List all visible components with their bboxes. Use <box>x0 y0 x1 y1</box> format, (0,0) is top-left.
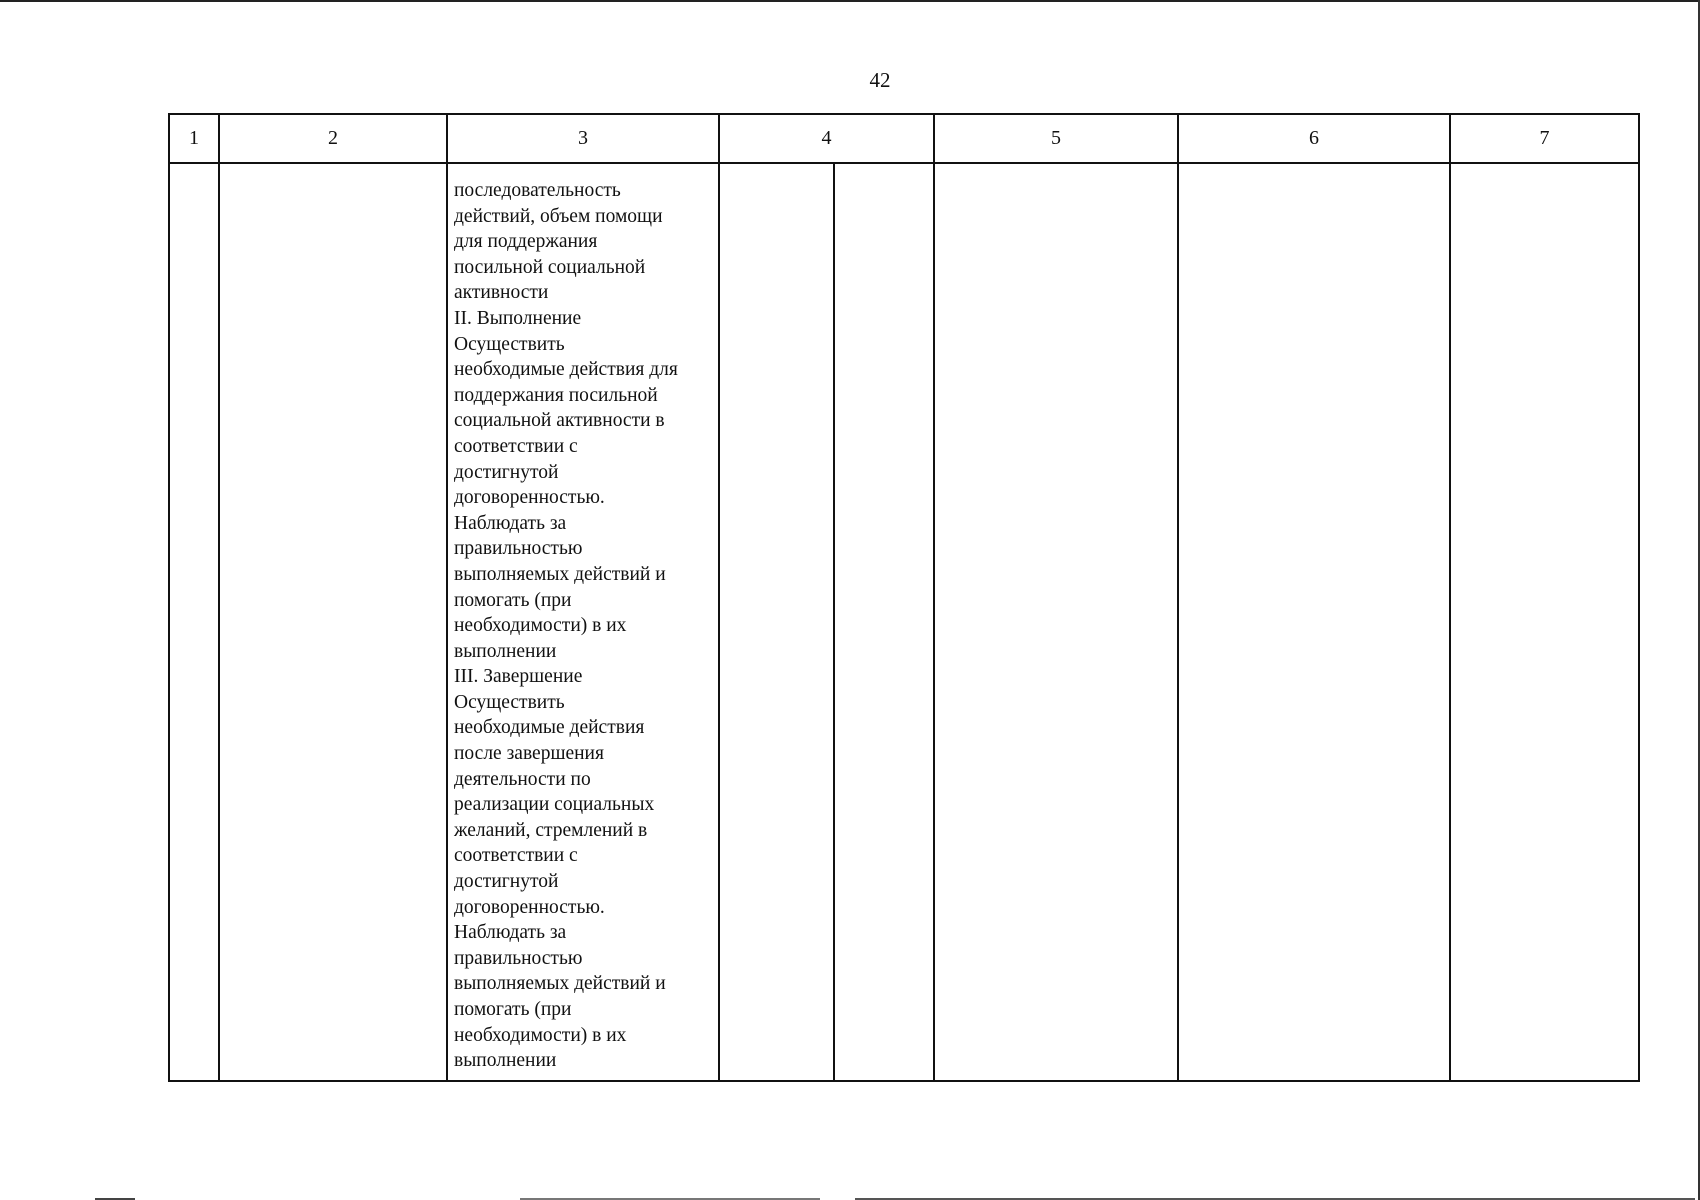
cell-col-4a <box>719 163 834 1081</box>
cell-col-1 <box>169 163 219 1081</box>
column-header-5: 5 <box>934 114 1178 163</box>
cell-col-6 <box>1178 163 1450 1081</box>
cell-col-5 <box>934 163 1178 1081</box>
column-header-2: 2 <box>219 114 447 163</box>
table-header-row <box>169 114 1639 163</box>
column-header-7: 7 <box>1450 114 1639 163</box>
column-header-1: 1 <box>169 114 219 163</box>
column-header-3: 3 <box>447 114 719 163</box>
cell-col-2 <box>219 163 447 1081</box>
document-table <box>168 113 1640 1082</box>
cell-col-7 <box>1450 163 1639 1081</box>
column-header-6: 6 <box>1178 114 1450 163</box>
column-header-4: 4 <box>719 114 934 163</box>
cell-col-4b <box>834 163 934 1081</box>
page-number: 42 <box>869 68 891 92</box>
scan-border-top <box>0 0 1700 2</box>
cell-col-3 <box>447 163 719 1081</box>
cell-col-3-text: последовательность действий, объем помощи для поддержания посильной социальной активности II. Выполнение Осуществить необходимые действия для поддержания посильной социальной активности в соответствии с достигнутой договоренностью. Наблюдать за правильностью выполняемых действий и помогать (при необходимости) в их выполнении III. Завершение Осуществить необходимые действия после завершения деятельности по реализации социальных желаний, стремлений в соответствии с достигнутой договоренностью. Наблюдать за правильностью выполняемых действий и помогать (при необходимости) в их выполнении <box>454 180 678 1072</box>
table-row <box>169 163 1639 1081</box>
